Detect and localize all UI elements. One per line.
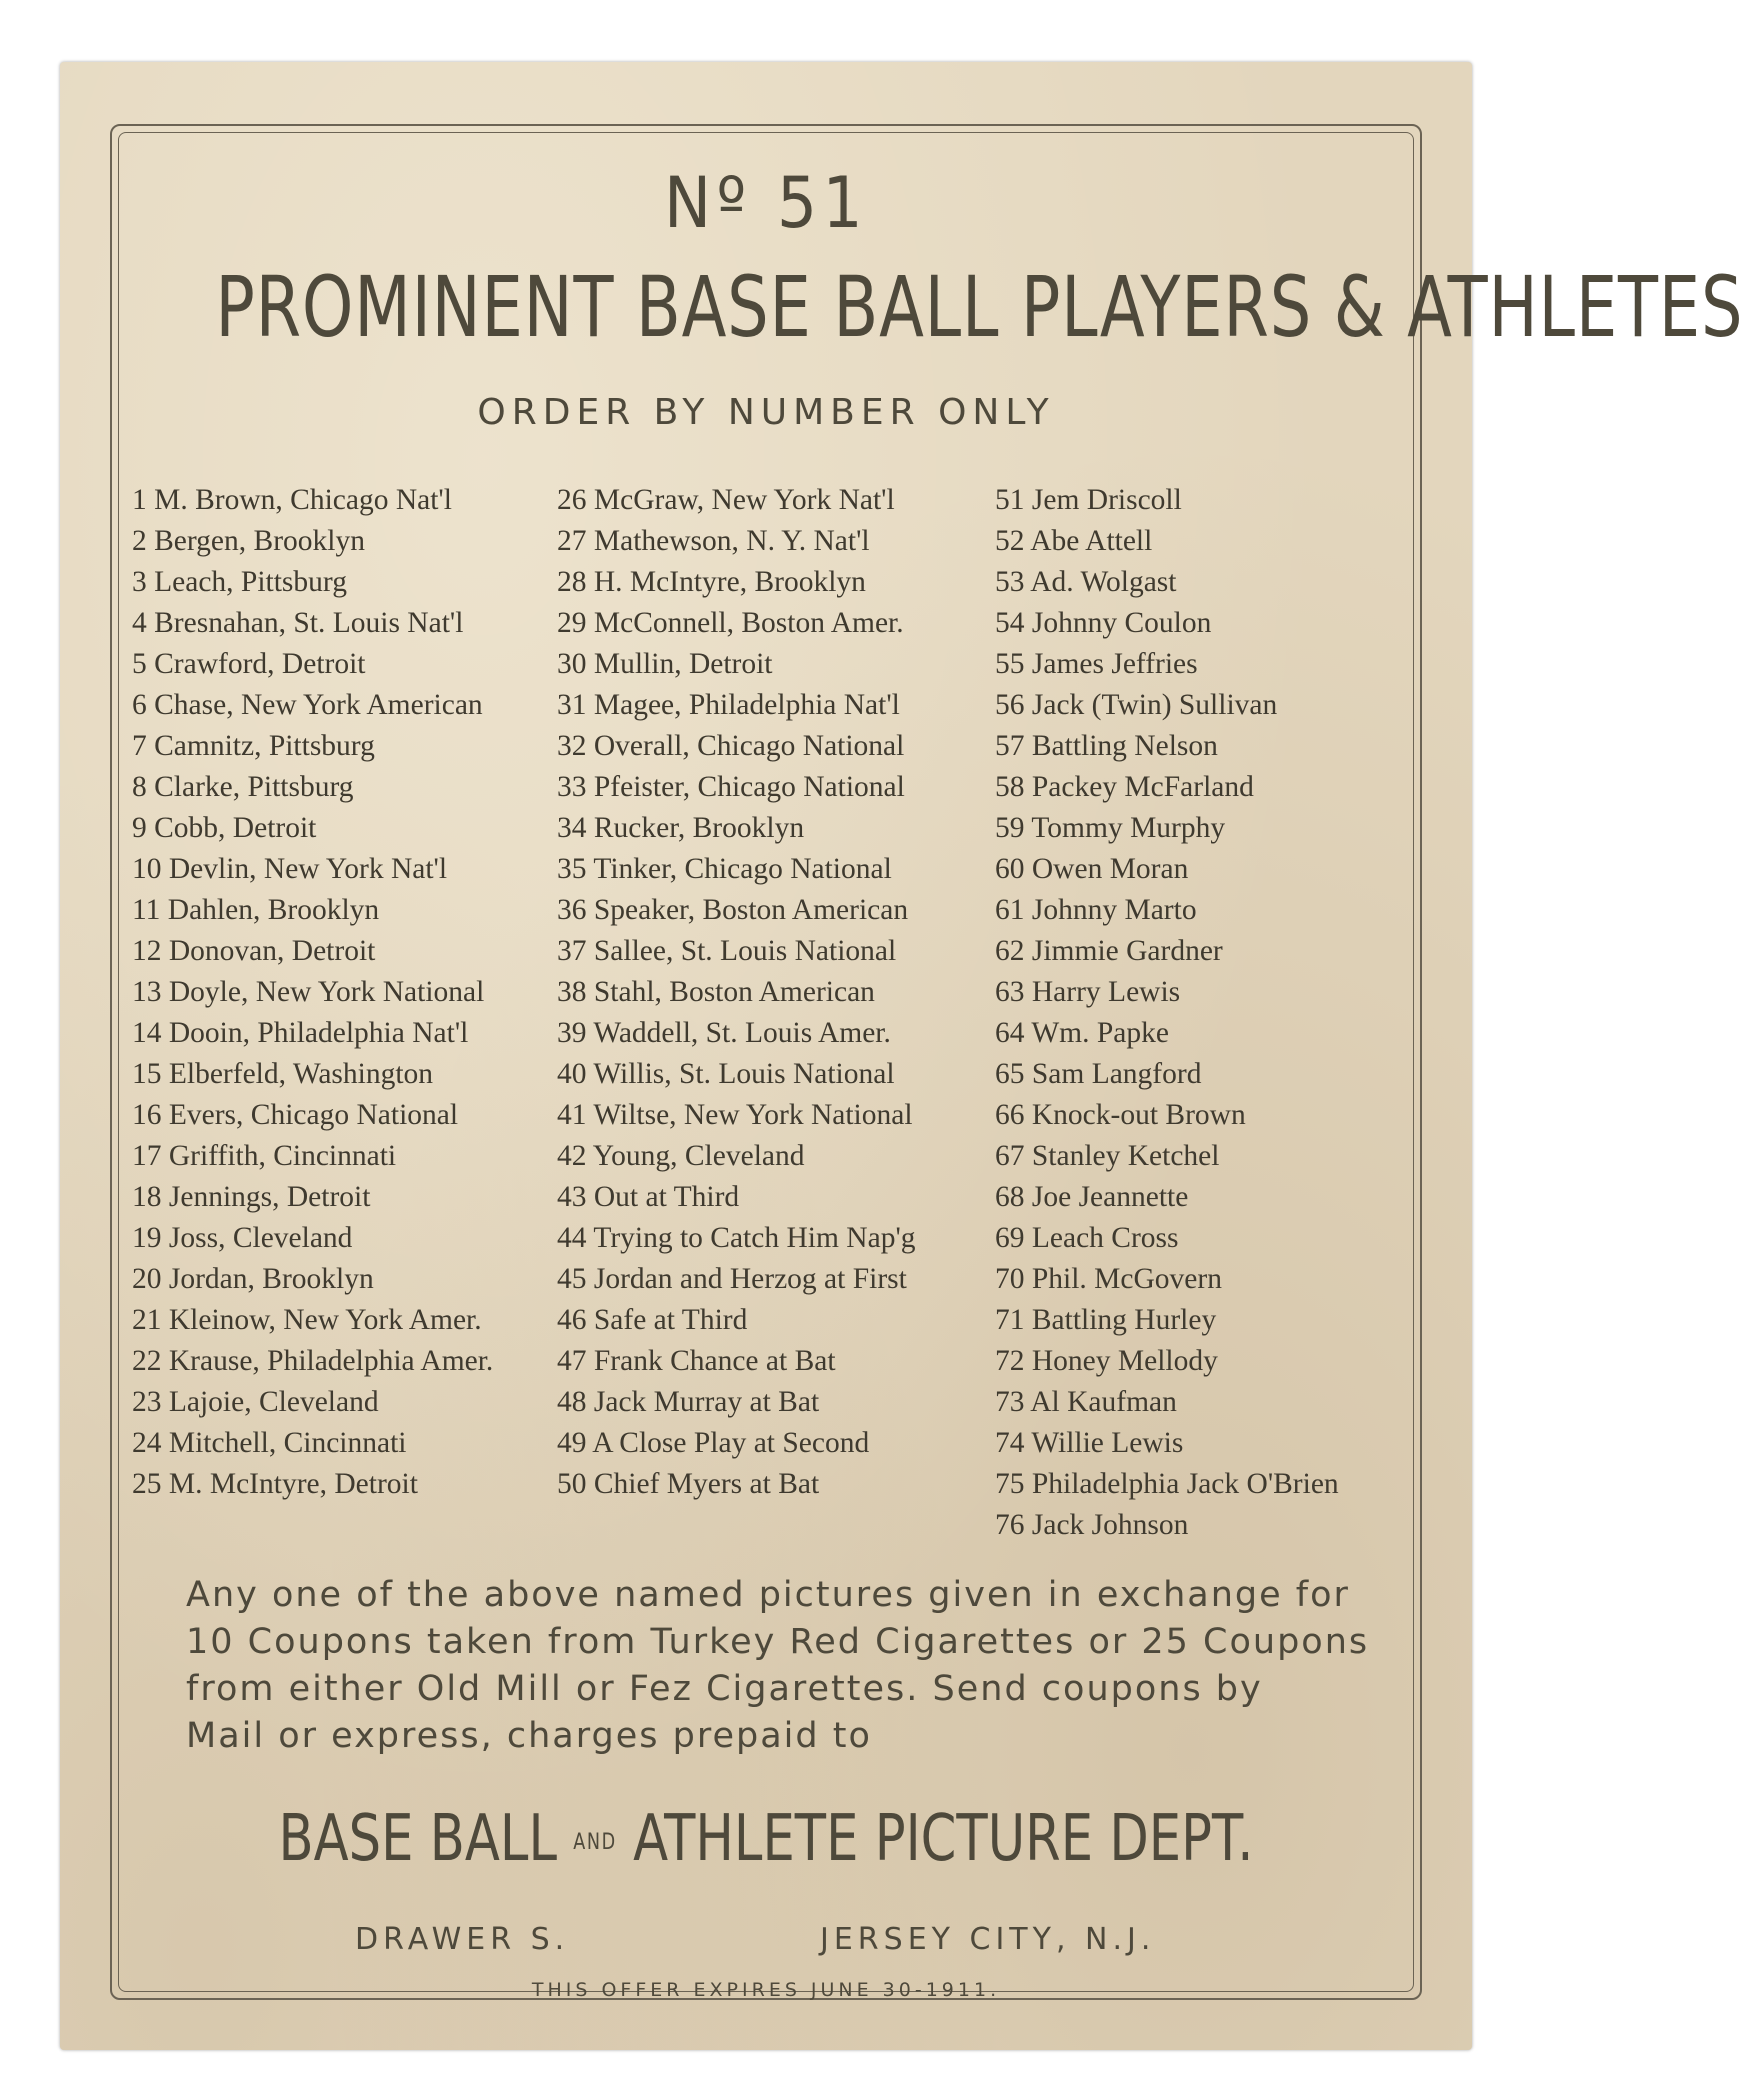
- player-entry: 32 Overall, Chicago National: [557, 730, 905, 762]
- offer-text: [186, 1572, 1386, 1760]
- player-entry: 16 Evers, Chicago National: [132, 1099, 459, 1131]
- player-entry: 35 Tinker, Chicago National: [557, 853, 892, 885]
- player-entry: 11 Dahlen, Brooklyn: [132, 894, 380, 926]
- player-entry: 22 Krause, Philadelphia Amer.: [132, 1345, 494, 1377]
- player-entry: 12 Donovan, Detroit: [132, 935, 376, 967]
- offer-line: 10 Coupons taken from Turkey Red Cigarettes or 25 Coupons: [186, 1622, 1370, 1662]
- player-entry: 23 Lajoie, Cleveland: [132, 1386, 379, 1418]
- player-entry: 69 Leach Cross: [995, 1222, 1179, 1254]
- player-entry: 73 Al Kaufman: [995, 1386, 1177, 1418]
- player-entry: 41 Wiltse, New York National: [557, 1099, 913, 1131]
- player-entry: 34 Rucker, Brooklyn: [557, 812, 805, 844]
- player-entry: 2 Bergen, Brooklyn: [132, 525, 365, 557]
- player-entry: 67 Stanley Ketchel: [995, 1140, 1220, 1172]
- card-back: [60, 62, 1743, 2050]
- player-entry: 65 Sam Langford: [995, 1058, 1202, 1090]
- player-entry: 29 McConnell, Boston Amer.: [557, 607, 904, 639]
- player-entry: 48 Jack Murray at Bat: [557, 1386, 820, 1418]
- player-entry: 24 Mitchell, Cincinnati: [132, 1427, 407, 1459]
- order-instruction: ORDER BY NUMBER ONLY: [477, 392, 1055, 433]
- department-name: [201, 1802, 1331, 1876]
- player-entry: 21 Kleinow, New York Amer.: [132, 1304, 482, 1336]
- player-entry: 51 Jem Driscoll: [995, 484, 1182, 516]
- player-entry: 74 Willie Lewis: [995, 1427, 1184, 1459]
- player-entry: 37 Sallee, St. Louis National: [557, 935, 897, 967]
- player-entry: 62 Jimmie Gardner: [995, 935, 1223, 967]
- offer-expiration: THIS OFFER EXPIRES JUNE 30-1911.: [531, 1979, 1001, 2001]
- player-entry: 9 Cobb, Detroit: [132, 812, 317, 844]
- player-entry: 45 Jordan and Herzog at First: [557, 1263, 907, 1295]
- player-entry: 43 Out at Third: [557, 1181, 740, 1213]
- player-entry: 33 Pfeister, Chicago National: [557, 771, 905, 803]
- player-list-column-2: [557, 480, 916, 1505]
- player-entry: 64 Wm. Papke: [995, 1017, 1169, 1049]
- player-entry: 59 Tommy Murphy: [995, 812, 1226, 844]
- player-entry: 5 Crawford, Detroit: [132, 648, 366, 680]
- card-title: PROMINENT BASE BALL PLAYERS & ATHLETES: [215, 258, 1743, 356]
- player-entry: 60 Owen Moran: [995, 853, 1189, 885]
- card-series-number: Nº 51: [663, 162, 868, 244]
- offer-line: Mail or express, charges prepaid to: [186, 1716, 872, 1756]
- player-entry: 27 Mathewson, N. Y. Nat'l: [557, 525, 870, 557]
- player-entry: 46 Safe at Third: [557, 1304, 748, 1336]
- player-entry: 30 Mullin, Detroit: [557, 648, 773, 680]
- player-entry: 52 Abe Attell: [995, 525, 1153, 557]
- player-entry: 28 H. McIntyre, Brooklyn: [557, 566, 866, 598]
- department-name-part2: ATHLETE PICTURE DEPT.: [633, 1802, 1254, 1876]
- player-entry: 7 Camnitz, Pittsburg: [132, 730, 375, 762]
- player-entry: 71 Battling Hurley: [995, 1304, 1217, 1336]
- player-entry: 55 James Jeffries: [995, 648, 1198, 680]
- offer-line: Any one of the above named pictures given in exchange for: [186, 1575, 1350, 1615]
- player-entry: 26 McGraw, New York Nat'l: [557, 484, 895, 516]
- player-entry: 36 Speaker, Boston American: [557, 894, 909, 926]
- department-name-part1: BASE BALL: [278, 1802, 557, 1876]
- player-entry: 20 Jordan, Brooklyn: [132, 1263, 374, 1295]
- player-entry: 15 Elberfeld, Washington: [132, 1058, 434, 1090]
- player-entry: 1 M. Brown, Chicago Nat'l: [132, 484, 452, 516]
- department-and: AND: [573, 1829, 617, 1855]
- player-entry: 47 Frank Chance at Bat: [557, 1345, 836, 1377]
- player-entry: 3 Leach, Pittsburg: [132, 566, 347, 598]
- player-entry: 56 Jack (Twin) Sullivan: [995, 689, 1278, 721]
- player-entry: 68 Joe Jeannette: [995, 1181, 1189, 1213]
- player-entry: 14 Dooin, Philadelphia Nat'l: [132, 1017, 469, 1049]
- player-entry: 50 Chief Myers at Bat: [557, 1468, 820, 1500]
- player-entry: 40 Willis, St. Louis National: [557, 1058, 895, 1090]
- player-entry: 76 Jack Johnson: [995, 1509, 1189, 1541]
- player-entry: 72 Honey Mellody: [995, 1345, 1218, 1377]
- player-entry: 31 Magee, Philadelphia Nat'l: [557, 689, 900, 721]
- player-entry: 8 Clarke, Pittsburg: [132, 771, 354, 803]
- player-entry: 63 Harry Lewis: [995, 976, 1181, 1008]
- player-entry: 17 Griffith, Cincinnati: [132, 1140, 397, 1172]
- player-entry: 39 Waddell, St. Louis Amer.: [557, 1017, 891, 1049]
- player-entry: 54 Johnny Coulon: [995, 607, 1212, 639]
- player-entry: 10 Devlin, New York Nat'l: [132, 853, 448, 885]
- player-entry: 19 Joss, Cleveland: [132, 1222, 353, 1254]
- player-entry: 18 Jennings, Detroit: [132, 1181, 371, 1213]
- player-entry: 44 Trying to Catch Him Nap'g: [557, 1222, 916, 1254]
- player-entry: 61 Johnny Marto: [995, 894, 1197, 926]
- player-entry: 58 Packey McFarland: [995, 771, 1254, 803]
- player-entry: 6 Chase, New York American: [132, 689, 483, 721]
- player-entry: 38 Stahl, Boston American: [557, 976, 875, 1008]
- player-entry: 70 Phil. McGovern: [995, 1263, 1222, 1295]
- player-entry: 53 Ad. Wolgast: [995, 566, 1177, 598]
- player-list-column-1: [132, 480, 493, 1505]
- player-entry: 13 Doyle, New York National: [132, 976, 485, 1008]
- offer-line: from either Old Mill or Fez Cigarettes. Send coupons by: [186, 1669, 1263, 1709]
- player-entry: 25 M. McIntyre, Detroit: [132, 1468, 418, 1500]
- player-entry: 42 Young, Cleveland: [557, 1140, 805, 1172]
- player-entry: 57 Battling Nelson: [995, 730, 1218, 762]
- player-list-column-3: [995, 480, 1339, 1546]
- city-address: JERSEY CITY, N.J.: [820, 1922, 1156, 1957]
- player-entry: 66 Knock-out Brown: [995, 1099, 1246, 1131]
- player-entry: 49 A Close Play at Second: [557, 1427, 870, 1459]
- player-entry: 4 Bresnahan, St. Louis Nat'l: [132, 607, 464, 639]
- drawer-address: DRAWER S.: [355, 1922, 570, 1957]
- player-entry: 75 Philadelphia Jack O'Brien: [995, 1468, 1339, 1500]
